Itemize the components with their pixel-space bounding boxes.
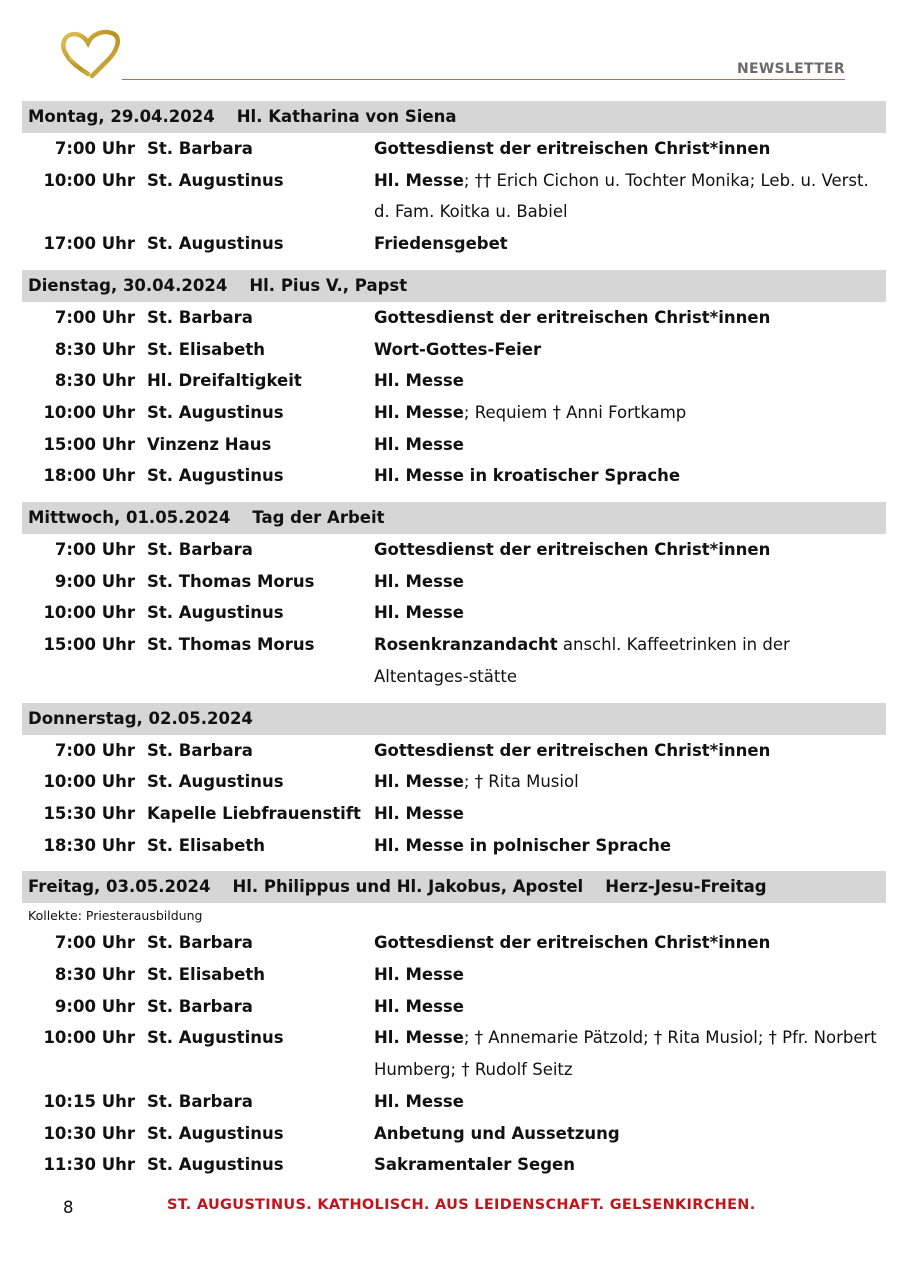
- service-time: 10:00 Uhr: [43, 1028, 135, 1048]
- service-row: [22, 1022, 886, 1085]
- service-time: 8:30 Uhr: [54, 339, 135, 359]
- service-time: 10:00 Uhr: [43, 772, 135, 792]
- service-title: Sakramentaler Segen: [374, 1155, 575, 1175]
- day-block: [22, 703, 886, 862]
- service-description: [374, 534, 886, 566]
- service-description: [374, 365, 886, 397]
- service-description: [374, 798, 886, 830]
- service-row: [22, 133, 886, 165]
- service-title: Hl. Messe: [374, 772, 464, 792]
- service-time: 7:00 Uhr: [54, 540, 135, 560]
- service-row: [22, 629, 886, 692]
- service-title: Gottesdienst der eritreischen Christ*innen: [374, 540, 771, 560]
- service-time: 15:00 Uhr: [43, 635, 135, 655]
- service-description: [374, 334, 886, 366]
- day-feast: Hl. Pius V., Papst: [249, 275, 408, 295]
- service-description: [374, 735, 886, 767]
- service-place: St. Elisabeth: [147, 835, 265, 855]
- service-title: Hl. Messe: [374, 402, 464, 422]
- page-header: [0, 0, 909, 90]
- newsletter-label: NEWSLETTER: [736, 61, 845, 77]
- service-place: St. Augustinus: [147, 234, 284, 254]
- service-place: St. Elisabeth: [147, 965, 265, 985]
- service-description: [374, 133, 886, 165]
- service-title: Hl. Messe: [374, 1091, 464, 1111]
- day-date: Montag, 29.04.2024: [28, 107, 215, 126]
- page-number: 8: [63, 1198, 74, 1217]
- service-place: St. Augustinus: [147, 1155, 284, 1175]
- service-time: 10:30 Uhr: [43, 1123, 135, 1143]
- service-description: [374, 927, 886, 959]
- service-title: Gottesdienst der eritreischen Christ*innen: [374, 933, 771, 953]
- service-place: St. Augustinus: [147, 603, 284, 623]
- heart-logo-icon: [58, 28, 122, 80]
- service-title: Hl. Messe: [374, 996, 464, 1016]
- service-title: Wort-Gottes-Feier: [374, 339, 542, 359]
- service-place: St. Barbara: [147, 740, 253, 760]
- day-block: [22, 871, 886, 1181]
- service-row: [22, 735, 886, 767]
- service-row: [22, 766, 886, 798]
- service-detail: ; Requiem † Anni Fortkamp: [463, 402, 687, 422]
- service-place: St. Thomas Morus: [147, 571, 315, 591]
- service-detail: ; † Annemarie Pätzold; † Rita Musiol; † Pfr. Norbert Humberg; † Rudolf Seitz: [374, 1028, 877, 1080]
- service-title: Hl. Messe: [374, 571, 464, 591]
- service-description: [374, 165, 886, 228]
- footer-slogan: ST. AUGUSTINUS. KATHOLISCH. AUS LEIDENSCHAFT. GELSENKIRCHEN.: [167, 1197, 756, 1213]
- service-place: St. Barbara: [147, 307, 253, 327]
- day-date: Mittwoch, 01.05.2024: [28, 508, 231, 528]
- day-header: [22, 871, 886, 903]
- service-row: [22, 397, 886, 429]
- service-description: [374, 1022, 886, 1085]
- service-description: [374, 1149, 886, 1181]
- service-row: [22, 566, 886, 598]
- service-row: [22, 991, 886, 1023]
- day-feast: Hl. Katharina von Siena: [236, 107, 457, 126]
- service-title: Hl. Messe: [374, 603, 464, 623]
- service-time: 18:30 Uhr: [43, 835, 135, 855]
- service-place: Vinzenz Haus: [147, 434, 272, 454]
- service-place: St. Thomas Morus: [147, 635, 315, 655]
- service-row: [22, 1149, 886, 1181]
- service-description: [374, 597, 886, 629]
- service-title: Gottesdienst der eritreischen Christ*innen: [374, 139, 771, 158]
- service-title: Hl. Messe: [374, 371, 464, 391]
- service-place: St. Augustinus: [147, 170, 284, 190]
- service-place: St. Elisabeth: [147, 339, 265, 359]
- service-time: 8:30 Uhr: [54, 965, 135, 985]
- day-date: Donnerstag, 02.05.2024: [28, 708, 253, 728]
- service-place: St. Augustinus: [147, 466, 284, 486]
- service-place: St. Barbara: [147, 933, 253, 953]
- service-description: [374, 629, 886, 692]
- service-time: 17:00 Uhr: [43, 234, 135, 254]
- day-block: [22, 270, 886, 492]
- service-row: [22, 534, 886, 566]
- service-row: [22, 165, 886, 228]
- service-title: Anbetung und Aussetzung: [374, 1123, 620, 1143]
- service-description: [374, 1086, 886, 1118]
- service-description: [374, 1118, 886, 1150]
- service-place: St. Augustinus: [147, 1028, 284, 1048]
- service-time: 10:00 Uhr: [43, 402, 135, 422]
- schedule: [22, 101, 886, 1191]
- service-time: 15:00 Uhr: [43, 434, 135, 454]
- service-description: [374, 429, 886, 461]
- service-description: [374, 991, 886, 1023]
- day-date: Dienstag, 30.04.2024: [28, 275, 228, 295]
- service-row: [22, 365, 886, 397]
- service-title: Gottesdienst der eritreischen Christ*innen: [374, 307, 771, 327]
- service-description: [374, 228, 886, 260]
- service-row: [22, 959, 886, 991]
- service-place: St. Augustinus: [147, 772, 284, 792]
- service-time: 7:00 Uhr: [54, 740, 135, 760]
- service-title: Gottesdienst der eritreischen Christ*innen: [374, 740, 771, 760]
- kollekte-note: Kollekte: Priesterausbildung: [28, 908, 203, 924]
- service-time: 11:30 Uhr: [43, 1155, 135, 1175]
- service-description: [374, 959, 886, 991]
- service-row: [22, 302, 886, 334]
- service-place: St. Barbara: [147, 139, 253, 158]
- day-header: [22, 101, 886, 133]
- service-description: [374, 397, 886, 429]
- service-row: [22, 830, 886, 862]
- service-row: [22, 334, 886, 366]
- day-feast: Herz-Jesu-Freitag: [605, 877, 767, 897]
- service-title: Hl. Messe in polnischer Sprache: [374, 835, 672, 855]
- service-time: 10:00 Uhr: [43, 170, 135, 190]
- service-time: 10:15 Uhr: [43, 1091, 135, 1111]
- service-time: 10:00 Uhr: [43, 603, 135, 623]
- service-row: [22, 798, 886, 830]
- service-place: St. Barbara: [147, 996, 253, 1016]
- header-divider: [122, 79, 845, 80]
- service-detail: ; † Rita Musiol: [463, 772, 579, 792]
- service-detail: ; †† Erich Cichon u. Tochter Monika; Leb. u. Verst. d. Fam. Koitka u. Babiel: [374, 170, 869, 222]
- service-place: St. Barbara: [147, 540, 253, 560]
- day-header: [22, 502, 886, 534]
- service-row: [22, 1086, 886, 1118]
- day-header: [22, 703, 886, 735]
- service-row: [22, 429, 886, 461]
- service-description: [374, 566, 886, 598]
- service-title: Hl. Messe: [374, 965, 464, 985]
- service-detail: anschl. Kaffeetrinken in der Altentages-stätte: [374, 635, 790, 686]
- service-row: [22, 927, 886, 959]
- day-block: [22, 101, 886, 260]
- service-time: 7:00 Uhr: [54, 933, 135, 953]
- day-feast: Tag der Arbeit: [252, 508, 385, 528]
- service-time: 7:00 Uhr: [54, 139, 135, 158]
- page-footer: [0, 1196, 909, 1220]
- service-title: Hl. Messe: [374, 434, 464, 454]
- service-title: Rosenkranzandacht: [374, 635, 558, 655]
- service-time: 15:30 Uhr: [43, 803, 135, 823]
- service-place: St. Augustinus: [147, 1123, 284, 1143]
- service-time: 8:30 Uhr: [54, 371, 135, 391]
- service-place: St. Barbara: [147, 1091, 253, 1111]
- service-row: [22, 1118, 886, 1150]
- service-row: [22, 597, 886, 629]
- service-title: Hl. Messe: [374, 803, 464, 823]
- day-date: Freitag, 03.05.2024: [28, 877, 211, 897]
- service-description: [374, 302, 886, 334]
- service-title: Friedensgebet: [374, 234, 508, 254]
- service-description: [374, 830, 886, 862]
- service-description: [374, 766, 886, 798]
- service-time: 18:00 Uhr: [43, 466, 135, 486]
- day-feast: Hl. Philippus und Hl. Jakobus, Apostel: [232, 877, 584, 897]
- service-time: 9:00 Uhr: [54, 996, 135, 1016]
- service-title: Hl. Messe: [374, 170, 464, 190]
- service-description: [374, 460, 886, 492]
- service-row: [22, 228, 886, 260]
- service-time: 9:00 Uhr: [54, 571, 135, 591]
- service-place: St. Augustinus: [147, 402, 284, 422]
- service-time: 7:00 Uhr: [54, 307, 135, 327]
- service-title: Hl. Messe in kroatischer Sprache: [374, 466, 681, 486]
- day-block: [22, 502, 886, 693]
- service-place: Hl. Dreifaltigkeit: [147, 371, 302, 391]
- service-place: Kapelle Liebfrauenstift: [147, 803, 361, 823]
- service-title: Hl. Messe: [374, 1028, 464, 1048]
- service-row: [22, 460, 886, 492]
- day-header: [22, 270, 886, 302]
